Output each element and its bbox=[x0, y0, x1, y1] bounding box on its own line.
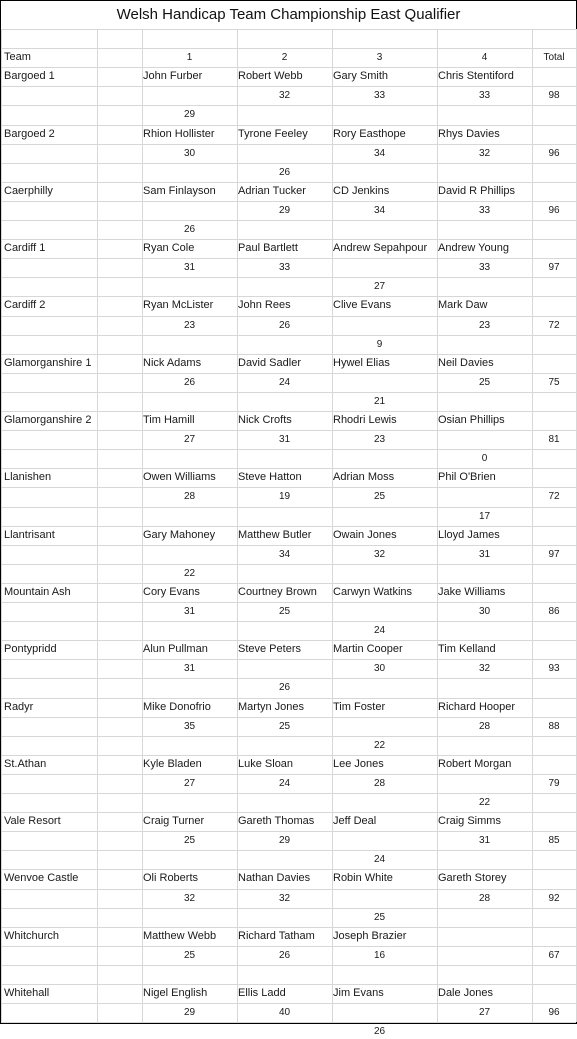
player-score: 30 bbox=[183, 148, 196, 159]
player-score: 28 bbox=[478, 721, 491, 732]
team-total: 93 bbox=[548, 663, 560, 674]
player-score: 33 bbox=[478, 262, 491, 273]
player-score: 29 bbox=[278, 205, 291, 216]
player-name: Joseph Brazier bbox=[333, 930, 407, 942]
player-score: 24 bbox=[373, 854, 386, 865]
player-name: Rhys Davies bbox=[438, 128, 500, 140]
team-name: Radyr bbox=[4, 701, 34, 713]
player-score: 27 bbox=[183, 778, 196, 789]
team-total: 96 bbox=[548, 148, 560, 159]
team-name: St.Athan bbox=[4, 758, 47, 770]
player-score: 23 bbox=[373, 434, 386, 445]
player-name: Rhion Hollister bbox=[143, 128, 215, 140]
player-score: 26 bbox=[278, 950, 291, 961]
player-name: Phil O'Brien bbox=[438, 471, 496, 483]
team-name: Wenvoe Castle bbox=[4, 872, 79, 884]
team-total: 96 bbox=[548, 205, 560, 216]
player-name: Courtney Brown bbox=[238, 586, 317, 598]
player-name: David R Phillips bbox=[438, 185, 516, 197]
player-score: 23 bbox=[183, 320, 196, 331]
header-col-2: 2 bbox=[281, 52, 288, 63]
team-total: 92 bbox=[548, 893, 560, 904]
team-total: 81 bbox=[548, 434, 560, 445]
team-total: 88 bbox=[548, 721, 560, 732]
player-name: Cory Evans bbox=[143, 586, 200, 598]
player-name: Ryan McLister bbox=[143, 299, 214, 311]
player-name: Jake Williams bbox=[438, 586, 506, 598]
player-name: Ryan Cole bbox=[143, 242, 195, 254]
player-score: 27 bbox=[478, 1007, 491, 1018]
player-score: 31 bbox=[478, 549, 491, 560]
player-score: 27 bbox=[373, 281, 386, 292]
player-score: 29 bbox=[183, 109, 196, 120]
team-name: Glamorganshire 2 bbox=[4, 414, 92, 426]
team-total: 97 bbox=[548, 262, 560, 273]
player-name: Paul Bartlett bbox=[238, 242, 298, 254]
player-score: 32 bbox=[373, 549, 386, 560]
player-score: 26 bbox=[278, 682, 291, 693]
player-name: Gareth Thomas bbox=[238, 815, 315, 827]
team-name: Bargoed 1 bbox=[4, 70, 55, 82]
player-score: 31 bbox=[278, 434, 291, 445]
player-score: 32 bbox=[478, 663, 491, 674]
player-score: 32 bbox=[478, 148, 491, 159]
player-name: Jim Evans bbox=[333, 987, 384, 999]
team-name: Bargoed 2 bbox=[4, 128, 55, 140]
team-total: 72 bbox=[548, 491, 560, 502]
player-name: Mark Daw bbox=[438, 299, 488, 311]
team-total: 79 bbox=[548, 778, 560, 789]
player-score: 35 bbox=[183, 721, 196, 732]
team-name: Glamorganshire 1 bbox=[4, 357, 92, 369]
player-name: Owain Jones bbox=[333, 529, 397, 541]
player-score: 29 bbox=[278, 835, 291, 846]
player-name: Carwyn Watkins bbox=[333, 586, 413, 598]
team-total: 75 bbox=[548, 377, 560, 388]
player-name: Lloyd James bbox=[438, 529, 500, 541]
player-name: Rhodri Lewis bbox=[333, 414, 397, 426]
player-score: 26 bbox=[373, 1026, 386, 1037]
player-name: Matthew Webb bbox=[143, 930, 217, 942]
team-name: Pontypridd bbox=[4, 643, 57, 655]
player-name: Jeff Deal bbox=[333, 815, 377, 827]
player-name: Luke Sloan bbox=[238, 758, 294, 770]
team-total: 98 bbox=[548, 90, 560, 101]
player-score: 25 bbox=[183, 835, 196, 846]
player-name: Matthew Butler bbox=[238, 529, 312, 541]
team-total: 72 bbox=[548, 320, 560, 331]
player-score: 26 bbox=[278, 167, 291, 178]
player-name: Tyrone Feeley bbox=[238, 128, 308, 140]
player-score: 40 bbox=[278, 1007, 291, 1018]
player-name: Richard Tatham bbox=[238, 930, 315, 942]
header-team: Team bbox=[4, 51, 31, 63]
header-col-1: 1 bbox=[186, 52, 193, 63]
player-name: Steve Hatton bbox=[238, 471, 302, 483]
player-score: 25 bbox=[278, 606, 291, 617]
player-score: 26 bbox=[183, 377, 196, 388]
player-name: Sam Finlayson bbox=[143, 185, 216, 197]
player-score: 26 bbox=[183, 224, 196, 235]
player-score: 34 bbox=[278, 549, 291, 560]
team-total: 67 bbox=[548, 950, 560, 961]
player-score: 32 bbox=[278, 893, 291, 904]
header-col-4: 4 bbox=[481, 52, 488, 63]
player-name: Hywel Elias bbox=[333, 357, 390, 369]
player-name: Craig Turner bbox=[143, 815, 205, 827]
player-name: Kyle Bladen bbox=[143, 758, 202, 770]
player-score: 28 bbox=[183, 491, 196, 502]
player-name: Clive Evans bbox=[333, 299, 392, 311]
player-name: Craig Simms bbox=[438, 815, 501, 827]
player-score: 30 bbox=[373, 663, 386, 674]
player-name: Osian Phillips bbox=[438, 414, 505, 426]
player-score: 23 bbox=[478, 320, 491, 331]
team-name: Llantrisant bbox=[4, 529, 55, 541]
player-name: Rory Easthope bbox=[333, 128, 406, 140]
player-score: 31 bbox=[183, 262, 196, 273]
player-name: Tim Kelland bbox=[438, 643, 496, 655]
player-name: Dale Jones bbox=[438, 987, 494, 999]
player-score: 34 bbox=[373, 148, 386, 159]
team-name: Vale Resort bbox=[4, 815, 61, 827]
player-score: 27 bbox=[183, 434, 196, 445]
player-score: 22 bbox=[183, 568, 196, 579]
player-name: Chris Stentiford bbox=[438, 70, 514, 82]
player-name: Andrew Young bbox=[438, 242, 509, 254]
player-score: 16 bbox=[373, 950, 386, 961]
player-name: Adrian Tucker bbox=[238, 185, 306, 197]
player-score: 9 bbox=[376, 339, 383, 350]
player-name: Gary Smith bbox=[333, 70, 389, 82]
player-name: Owen Williams bbox=[143, 471, 216, 483]
player-name: Nathan Davies bbox=[238, 872, 311, 884]
team-name: Whitchurch bbox=[4, 930, 60, 942]
player-name: Steve Peters bbox=[238, 643, 301, 655]
header-total: Total bbox=[543, 52, 565, 63]
player-score: 25 bbox=[183, 950, 196, 961]
player-score: 25 bbox=[373, 912, 386, 923]
sheet-title: Welsh Handicap Team Championship East Qualifier bbox=[116, 6, 461, 23]
player-name: John Rees bbox=[238, 299, 291, 311]
player-name: Lee Jones bbox=[333, 758, 384, 770]
player-name: Ellis Ladd bbox=[238, 987, 286, 999]
player-name: Alun Pullman bbox=[143, 643, 208, 655]
player-score: 32 bbox=[278, 90, 291, 101]
player-name: Robert Webb bbox=[238, 70, 303, 82]
player-name: Tim Hamill bbox=[143, 414, 195, 426]
player-score: 19 bbox=[278, 491, 291, 502]
results-grid bbox=[1, 29, 576, 1037]
player-score: 17 bbox=[478, 511, 491, 522]
team-name: Mountain Ash bbox=[4, 586, 71, 598]
player-score: 25 bbox=[478, 377, 491, 388]
player-name: Richard Hooper bbox=[438, 701, 516, 713]
player-name: Gary Mahoney bbox=[143, 529, 216, 541]
player-score: 29 bbox=[183, 1007, 196, 1018]
player-name: Nigel English bbox=[143, 987, 208, 999]
player-score: 25 bbox=[278, 721, 291, 732]
team-name: Llanishen bbox=[4, 471, 52, 483]
player-name: CD Jenkins bbox=[333, 185, 390, 197]
player-name: Robert Morgan bbox=[438, 758, 512, 770]
player-name: Martyn Jones bbox=[238, 701, 305, 713]
team-name: Whitehall bbox=[4, 987, 50, 999]
player-score: 34 bbox=[373, 205, 386, 216]
player-name: Adrian Moss bbox=[333, 471, 395, 483]
player-score: 25 bbox=[373, 491, 386, 502]
team-total: 86 bbox=[548, 606, 560, 617]
player-score: 28 bbox=[373, 778, 386, 789]
team-name: Caerphilly bbox=[4, 185, 53, 197]
player-name: Nick Crofts bbox=[238, 414, 292, 426]
player-score: 22 bbox=[373, 740, 386, 751]
player-name: Oli Roberts bbox=[143, 872, 199, 884]
player-score: 31 bbox=[478, 835, 491, 846]
team-total: 97 bbox=[548, 549, 560, 560]
player-score: 33 bbox=[278, 262, 291, 273]
player-name: Martin Cooper bbox=[333, 643, 403, 655]
player-score: 24 bbox=[278, 778, 291, 789]
player-score: 24 bbox=[278, 377, 291, 388]
player-name: John Furber bbox=[143, 70, 203, 82]
team-total: 85 bbox=[548, 835, 560, 846]
player-score: 0 bbox=[481, 453, 488, 464]
player-score: 30 bbox=[478, 606, 491, 617]
player-score: 31 bbox=[183, 606, 196, 617]
team-total: 96 bbox=[548, 1007, 560, 1018]
player-name: Mike Donofrio bbox=[143, 701, 211, 713]
player-name: Robin White bbox=[333, 872, 393, 884]
player-score: 33 bbox=[478, 205, 491, 216]
player-name: David Sadler bbox=[238, 357, 301, 369]
player-score: 33 bbox=[478, 90, 491, 101]
player-name: Neil Davies bbox=[438, 357, 494, 369]
player-name: Andrew Sepahpour bbox=[333, 242, 428, 254]
team-name: Cardiff 1 bbox=[4, 242, 46, 254]
player-score: 31 bbox=[183, 663, 196, 674]
header-col-3: 3 bbox=[376, 52, 383, 63]
player-name: Tim Foster bbox=[333, 701, 386, 713]
player-score: 24 bbox=[373, 625, 386, 636]
player-score: 28 bbox=[478, 893, 491, 904]
player-score: 33 bbox=[373, 90, 386, 101]
team-name: Cardiff 2 bbox=[4, 299, 46, 311]
player-score: 32 bbox=[183, 893, 196, 904]
player-name: Nick Adams bbox=[143, 357, 202, 369]
player-name: Gareth Storey bbox=[438, 872, 507, 884]
player-score: 21 bbox=[373, 396, 386, 407]
player-score: 26 bbox=[278, 320, 291, 331]
player-score: 22 bbox=[478, 797, 491, 808]
